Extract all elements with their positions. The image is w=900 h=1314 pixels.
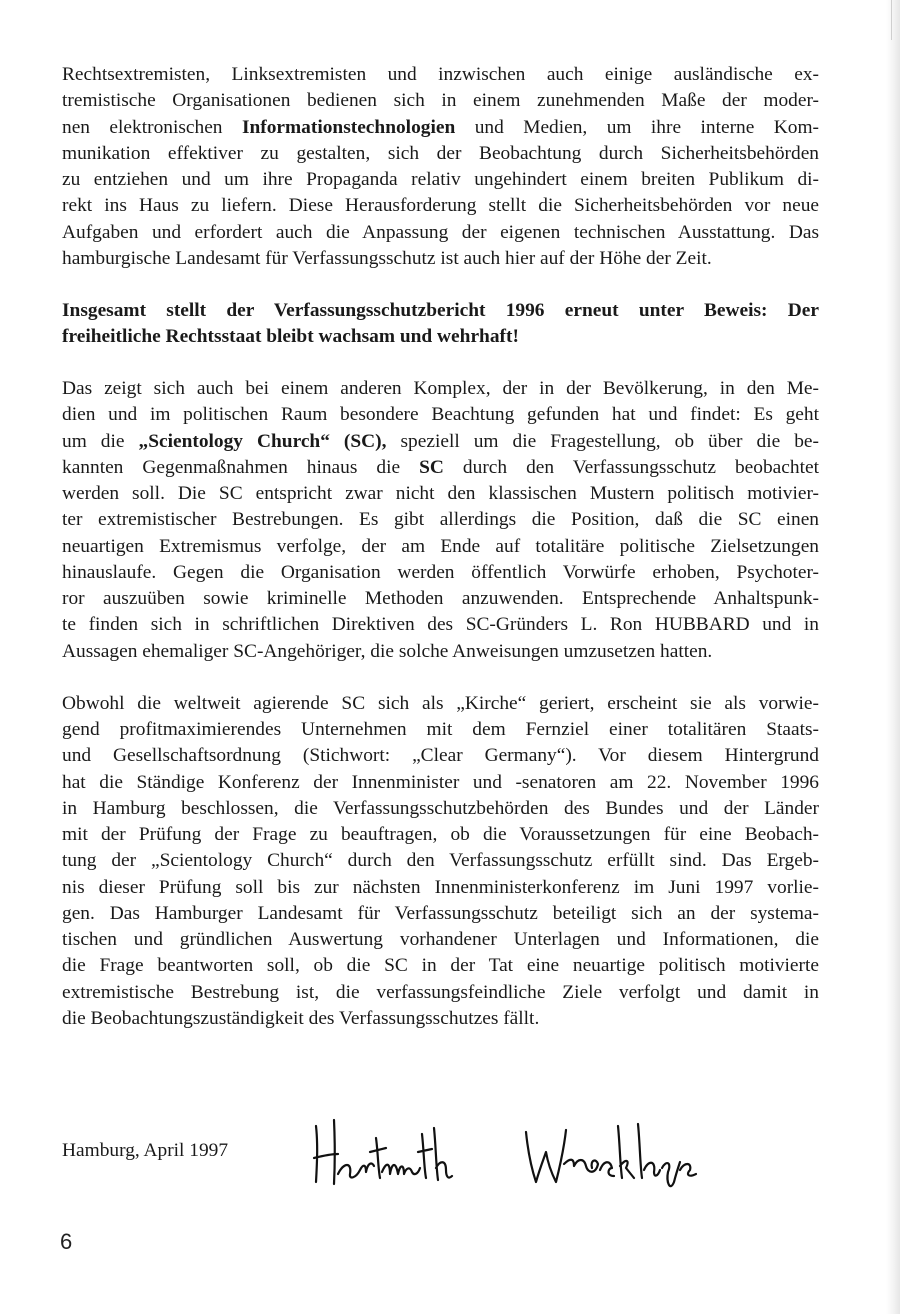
text-line: nis dieser Prüfung soll bis zur nächsten Innenministerkonferenz im Juni 1997 vorlie- — [62, 876, 819, 898]
text-line: mit der Prüfung der Frage zu beauftragen, ob die Voraussetzungen für eine Beobach- — [62, 824, 819, 845]
text-line: te finden sich in schriftlichen Direktiven des SC-Gründers L. Ron HUBBARD und in — [62, 614, 819, 636]
text-line: tischen und gründlichen Auswertung vorhandener Unterlagen und Informationen, die — [62, 929, 819, 950]
emphasis-term: Informationstechnologien — [241, 116, 456, 138]
text-line: freiheitliche Rechtsstaat bleibt wachsam und wehrhaft! — [62, 326, 519, 347]
text-segment: durch den Verfassungsschutz beobachtet — [462, 456, 819, 478]
text-line: Rechtsextremisten, Linksextremisten und inzwischen auch einige ausländische ex- — [62, 64, 819, 85]
text-line: Aufgaben und erfordert auch die Anpassung der eigenen technischen Ausstattung. Das — [62, 221, 819, 243]
page-edge-shadow — [886, 0, 900, 1314]
text-segment: um die — [62, 430, 125, 452]
text-line: werden soll. Die SC entspricht zwar nicht den klassischen Mustern politisch motivier- — [62, 483, 819, 504]
text-line: gend profitmaximierendes Unternehmen mit dem Fernziel einer totalitären Staats- — [62, 719, 819, 740]
text-line: rekt ins Haus zu liefern. Diese Herausforderung stellt die Sicherheitsbehörden vor neue — [62, 195, 819, 217]
text-line: und Gesellschaftsordnung (Stichwort: „Clear Germany“). Vor diesem Hintergrund — [62, 745, 819, 767]
text-segment: kannten Gegenmaßnahmen hinaus die — [62, 456, 401, 478]
emphasis-term: SC — [419, 456, 444, 478]
emphasis-term: „Scientology Church“ (SC), — [138, 430, 387, 452]
text-line — [62, 115, 819, 141]
text-line: neuartigen Extremismus verfolge, der am Ende auf totalitäre politische Zielsetzungen — [62, 535, 819, 557]
text-line: Insgesamt stellt der Verfassungsschutzbericht 1996 erneut unter Beweis: Der — [62, 300, 819, 321]
text-line: zu entziehen und um ihre Propaganda relativ ungehindert einem breiten Publikum di- — [62, 169, 819, 190]
paragraph-scientology — [62, 376, 819, 665]
paragraph-imk-decision — [62, 691, 819, 1032]
text-line: ter extremistischer Bestrebungen. Es gibt allerdings die Position, daß die SC einen — [62, 509, 819, 531]
place-and-date: Hamburg, April 1997 — [62, 1140, 229, 1161]
text-line: ror auszuüben sowie kriminelle Methoden anzuwenden. Entsprechende Anhaltspunk- — [62, 588, 819, 609]
page-number: 6 — [60, 1229, 73, 1254]
paragraph-conclusion — [62, 298, 819, 350]
text-line: hamburgische Landesamt für Verfassungsschutz ist auch hier auf der Höhe der Zeit. — [62, 247, 712, 269]
document-body — [62, 62, 819, 1058]
signature — [308, 1112, 708, 1194]
text-line: dien und im politischen Raum besondere Beachtung gefunden hat und findet: Es geht — [62, 404, 819, 426]
text-line: tremistische Organisationen bedienen sich in einem zunehmenden Maße der moder- — [62, 90, 819, 112]
text-line: hat die Ständige Konferenz der Innenminister und -senatoren am 22. November 1996 — [62, 771, 819, 793]
text-segment: nen elektronischen — [62, 116, 223, 138]
text-line: hinauslaufe. Gegen die Organisation werden öffentlich Vorwürfe erhoben, Psychoter- — [62, 561, 819, 583]
text-line: munikation effektiver zu gestalten, sich der Beobachtung durch Sicherheitsbehörden — [62, 142, 819, 164]
text-line: Das zeigt sich auch bei einem anderen Komplex, der in der Bevölkerung, in den Me- — [62, 378, 819, 399]
paragraph-technology — [62, 62, 819, 272]
text-line — [62, 455, 819, 481]
text-line: die Beobachtungszuständigkeit des Verfassungsschutzes fällt. — [62, 1007, 540, 1029]
text-line: in Hamburg beschlossen, die Verfassungsschutzbehörden des Bundes und der Länder — [62, 797, 819, 819]
text-line: extremistische Bestrebung ist, die verfassungsfeindliche Ziele verfolgt und damit in — [62, 981, 819, 1003]
text-line: Obwohl die weltweit agierende SC sich als „Kirche“ geriert, erscheint sie als vorwie- — [62, 692, 819, 714]
text-line — [62, 429, 819, 455]
text-segment: und Medien, um ihre interne Kom- — [474, 116, 819, 138]
text-segment: speziell um die Fragestellung, ob über die be- — [400, 430, 819, 452]
page-edge-line — [891, 0, 892, 40]
text-line: die Frage beantworten soll, ob die SC in der Tat eine neuartige politisch motivierte — [62, 955, 819, 977]
text-line: Aussagen ehemaliger SC-Angehöriger, die solche Anweisungen umzusetzen hatten. — [62, 640, 713, 662]
text-line: tung der „Scientology Church“ durch den Verfassungsschutz erfüllt sind. Das Ergeb- — [62, 850, 819, 872]
text-line: gen. Das Hamburger Landesamt für Verfassungsschutz beteiligt sich an der systema- — [62, 902, 819, 924]
